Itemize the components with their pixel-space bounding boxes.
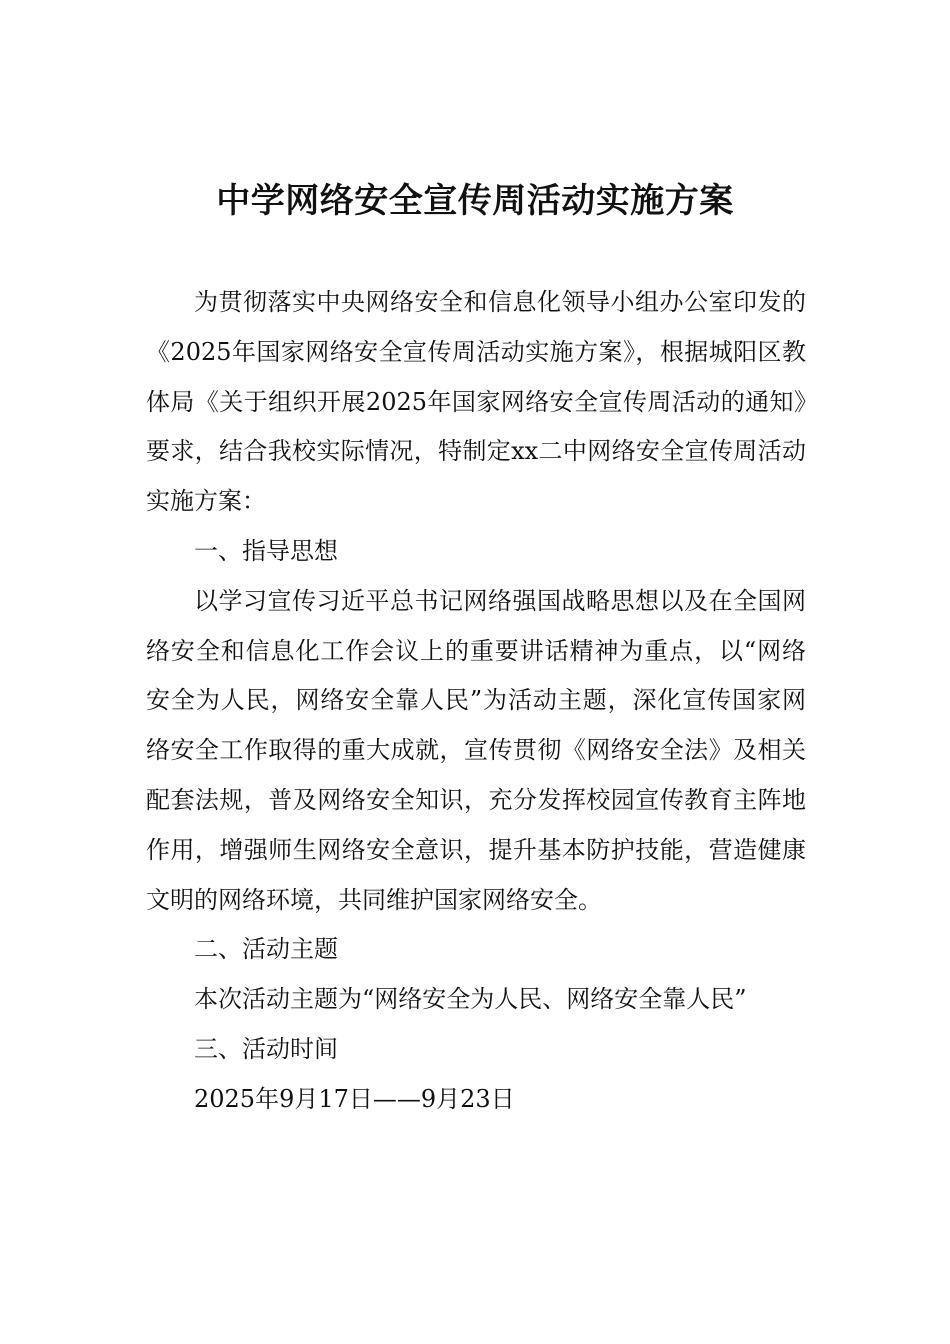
time-paragraph: 2025年9月17日——9月23日 (194, 1084, 515, 1113)
section-heading-guiding-thought: 一、指导思想 (194, 536, 338, 565)
guiding-thought-paragraph: 以学习宣传习近平总书记网络强国战略思想以及在全国网络安全和信息化工作会议上的重要讲话精神为重点，以“网络安全为人民，网络安全靠人民”为活动主题，深化宣传国家网络安全工作取得的重大成就，宣传贯彻《网络安全法》及相关配套法规，普及网络安全知识，充分发挥校园宣传教育主阵地作用，增强师生网络安全意识，提升基本防护技能，营造健康文明的网络环境，共同维护国家网络安全。 (146, 586, 806, 914)
section-heading-time: 三、活动时间 (194, 1034, 338, 1063)
theme-paragraph: 本次活动主题为“网络安全为人民、网络安全靠人民” (194, 985, 747, 1014)
document-body (146, 278, 806, 1125)
document-title: 中学网络安全宣传周活动实施方案 (216, 181, 734, 221)
section-heading-theme: 二、活动主题 (194, 935, 338, 964)
intro-paragraph: 为贯彻落实中央网络安全和信息化领导小组办公室印发的《2025年国家网络安全宣传周活动实施方案》，根据城阳区教体局《关于组织开展2025年国家网络安全宣传周活动的通知》要求，结合我校实际情况，特制定xx二中网络安全宣传周活动实施方案： (146, 288, 806, 516)
